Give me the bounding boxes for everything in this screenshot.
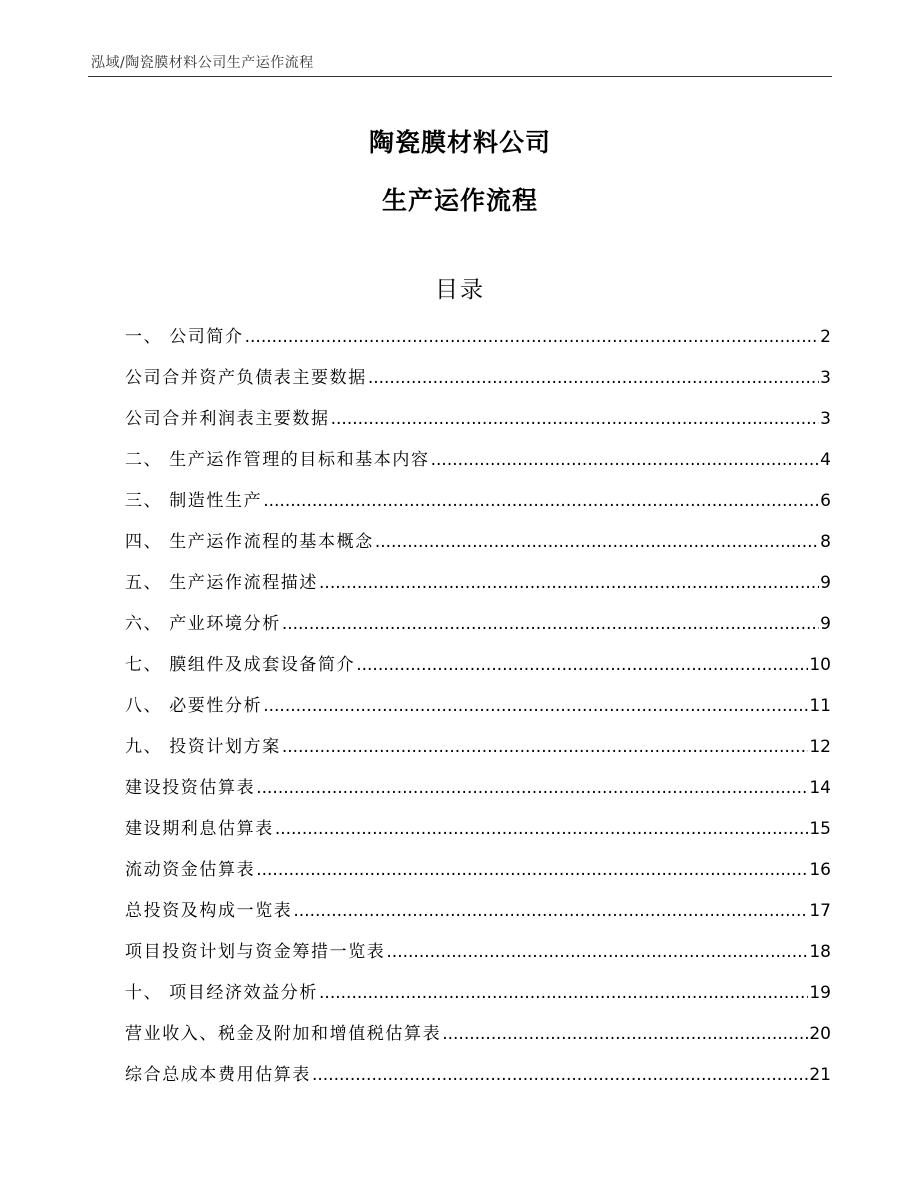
toc-entry-page-number: 21	[809, 1065, 831, 1085]
toc-entry[interactable]	[125, 486, 831, 527]
toc-dot-leader	[282, 614, 819, 634]
toc-entry-page-number: 16	[809, 860, 831, 880]
toc-dot-leader	[375, 532, 819, 552]
toc-entry[interactable]	[125, 773, 831, 814]
toc-entry-label: 五、 生产运作流程描述	[125, 573, 319, 593]
toc-dot-leader	[256, 860, 808, 880]
toc-entry-page-number: 14	[809, 778, 831, 798]
toc-entry[interactable]	[125, 732, 831, 773]
toc-entry-label: 二、 生产运作管理的目标和基本内容	[125, 450, 430, 470]
toc-entry[interactable]	[125, 937, 831, 978]
toc-entry[interactable]	[125, 814, 831, 855]
toc-entry-page-number: 3	[820, 409, 831, 429]
toc-entry-label: 营业收入、税金及附加和增值税估算表	[125, 1024, 442, 1044]
toc-dot-leader	[282, 737, 809, 757]
toc-entry-page-number: 9	[820, 573, 831, 593]
toc-entry-page-number: 10	[809, 655, 831, 675]
toc-entry-label: 综合总成本费用估算表	[125, 1065, 311, 1085]
toc-dot-leader	[263, 696, 808, 716]
toc-entry-page-number: 18	[809, 942, 831, 962]
toc-entry[interactable]	[125, 1060, 831, 1101]
toc-entry[interactable]	[125, 445, 831, 486]
toc-entry-label: 九、 投资计划方案	[125, 737, 281, 757]
toc-dot-leader	[263, 491, 819, 511]
toc-dot-leader	[245, 327, 820, 347]
document-subtitle: 生产运作流程	[381, 186, 538, 215]
toc-entry-page-number: 4	[820, 450, 831, 470]
toc-entry-label: 建设投资估算表	[125, 778, 256, 798]
toc-entry[interactable]	[125, 650, 831, 691]
running-header: 泓域/陶瓷膜材料公司生产运作流程	[91, 55, 314, 71]
toc-entry-label: 十、 项目经济效益分析	[125, 983, 319, 1003]
toc-entry-label: 七、 膜组件及成套设备简介	[125, 655, 356, 675]
toc-dot-leader	[319, 983, 808, 1003]
toc-entry-page-number: 11	[809, 696, 831, 716]
toc-entry[interactable]	[125, 609, 831, 650]
toc-entry-label: 六、 产业环境分析	[125, 614, 281, 634]
toc-entry[interactable]	[125, 1019, 831, 1060]
toc-entry-label: 八、 必要性分析	[125, 696, 263, 716]
toc-dot-leader	[356, 655, 808, 675]
toc-dot-leader	[293, 901, 808, 921]
toc-entry[interactable]	[125, 978, 831, 1019]
header-divider	[88, 76, 832, 77]
toc-entry-label: 三、 制造性生产	[125, 491, 263, 511]
table-of-contents	[125, 322, 831, 1101]
toc-entry-label: 建设期利息估算表	[125, 819, 274, 839]
toc-entry-page-number: 17	[809, 901, 831, 921]
toc-entry[interactable]	[125, 691, 831, 732]
toc-entry[interactable]	[125, 896, 831, 937]
toc-entry-label: 总投资及构成一览表	[125, 901, 293, 921]
toc-dot-leader	[431, 450, 820, 470]
toc-entry-label: 项目投资计划与资金筹措一览表	[125, 942, 386, 962]
toc-entry[interactable]	[125, 855, 831, 896]
toc-entry-page-number: 8	[820, 532, 831, 552]
toc-entry-page-number: 2	[820, 327, 831, 347]
toc-entry[interactable]	[125, 404, 831, 445]
toc-entry-page-number: 3	[820, 368, 831, 388]
toc-entry-page-number: 19	[809, 983, 831, 1003]
toc-dot-leader	[319, 573, 819, 593]
toc-entry-page-number: 6	[820, 491, 831, 511]
toc-dot-leader	[331, 409, 820, 429]
toc-dot-leader	[368, 368, 819, 388]
toc-dot-leader	[442, 1024, 808, 1044]
toc-entry-label: 一、 公司简介	[125, 327, 244, 347]
toc-entry-label: 公司合并资产负债表主要数据	[125, 368, 367, 388]
toc-heading: 目录	[435, 277, 485, 303]
toc-dot-leader	[256, 778, 808, 798]
toc-dot-leader	[386, 942, 808, 962]
toc-entry-page-number: 12	[809, 737, 831, 757]
toc-dot-leader	[275, 819, 809, 839]
toc-entry[interactable]	[125, 363, 831, 404]
document-title: 陶瓷膜材料公司	[368, 128, 551, 157]
toc-entry-label: 流动资金估算表	[125, 860, 256, 880]
toc-entry[interactable]	[125, 527, 831, 568]
toc-entry[interactable]	[125, 568, 831, 609]
toc-entry[interactable]	[125, 322, 831, 363]
toc-entry-label: 四、 生产运作流程的基本概念	[125, 532, 374, 552]
toc-entry-page-number: 9	[820, 614, 831, 634]
toc-dot-leader	[312, 1065, 808, 1085]
toc-entry-label: 公司合并利润表主要数据	[125, 409, 330, 429]
toc-entry-page-number: 15	[809, 819, 831, 839]
toc-entry-page-number: 20	[809, 1024, 831, 1044]
